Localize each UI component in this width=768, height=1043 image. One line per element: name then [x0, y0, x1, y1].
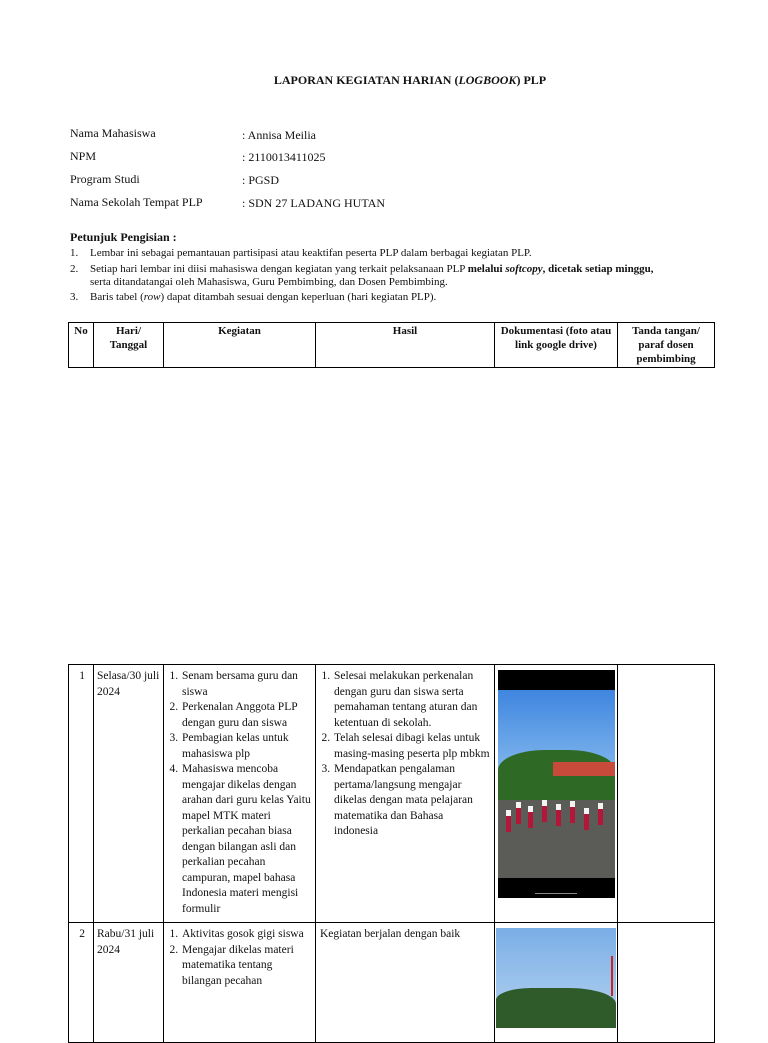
instruction-1 — [70, 247, 710, 260]
title-text-end: ) PLP — [516, 73, 547, 87]
list-item: 2. Perkenalan Anggota PLP dengan guru dan siswa — [181, 700, 311, 731]
row-hasil — [316, 665, 495, 923]
row-dokumentasi — [495, 923, 618, 1043]
list-item: 3. Pembagian kelas untuk mahasiswa plp — [181, 731, 311, 762]
row-kegiatan — [164, 665, 316, 923]
row-hasil: Kegiatan berjalan dengan baik — [316, 923, 495, 1043]
instruction-2-number: 2. — [70, 263, 79, 275]
title-text: LAPORAN KEGIATAN HARIAN ( — [273, 73, 459, 87]
instruction-2-text: Setiap hari lembar ini diisi mahasiswa dengan kegiatan yang terkait pelaksanaan PLP — [90, 263, 468, 275]
instruction-3-text-end: ) dapat ditambah sesuai dengan keperluan (hari kegiatan PLP). — [160, 291, 437, 303]
list-item: 2. Telah selesai dibagi kelas untuk masing-masing peserta plp mbkm — [333, 731, 490, 762]
instruction-1-number: 1. — [70, 247, 79, 259]
instruction-3-number: 3. — [70, 291, 79, 303]
instruction-3-text: Baris tabel ( — [90, 291, 144, 303]
row-tanda — [618, 665, 715, 923]
list-item: 1. Senam bersama guru dan siswa — [181, 669, 311, 700]
petunjuk-heading: Petunjuk Pengisian : — [70, 230, 177, 244]
prodi-value: : PGSD — [242, 173, 280, 187]
col-hasil-header: Hasil — [316, 323, 495, 368]
nama-label: Nama Mahasiswa — [70, 126, 156, 140]
documentation-photo — [496, 928, 616, 1028]
list-item: 1. Selesai melakukan perkenalan dengan guru dan siswa serta pemahaman tentang aturan dan ketentuan di sekolah. — [333, 669, 490, 731]
sekolah-value: : SDN 27 LADANG HUTAN — [242, 196, 386, 210]
list-item: 4. Mahasiswa mencoba mengajar dikelas dengan arahan dari guru kelas Yaitu mapel MTK materi perkalian pecahan biasa dengan bilangan asli dan perkalian pecahan campuran, mapel bahasa Indonesia materi mengisi formulir — [181, 762, 311, 917]
list-item: 2. Mengajar dikelas materi matematika tentang bilangan pecahan — [181, 943, 311, 990]
npm-value: : 2110013411025 — [242, 150, 326, 164]
row-date: Rabu/31 juli 2024 — [94, 923, 164, 1043]
col-tanda-header: Tanda tangan/ paraf dosen pembimbing — [618, 323, 715, 368]
nama-value: : Annisa Meilia — [242, 128, 316, 142]
instruction-2-italic: softcopy — [505, 263, 543, 275]
page-title — [0, 73, 768, 88]
instruction-2 — [70, 263, 710, 289]
list-item: 1. Aktivitas gosok gigi siswa — [181, 927, 311, 943]
instruction-2-bold-a: melalui — [467, 263, 506, 275]
col-kegiatan-header: Kegiatan — [164, 323, 316, 368]
col-dokumentasi-header: Dokumentasi (foto atau link google drive) — [495, 323, 618, 368]
hasil-list — [316, 669, 494, 840]
table-row — [69, 665, 715, 923]
list-item: 3. Mendapatkan pengalaman pertama/langsung mengajar dikelas dengan mata pelajaran matematika dan Bahasa indonesia — [333, 762, 490, 840]
kegiatan-list — [164, 669, 315, 917]
instruction-3-italic: row — [143, 291, 161, 303]
prodi-label: Program Studi — [70, 172, 140, 186]
instruction-2-bold — [468, 263, 654, 275]
instruction-3 — [70, 291, 710, 304]
instruction-2-bold-b: , dicetak setiap minggu, — [542, 263, 654, 275]
row-no: 1 — [69, 665, 94, 923]
row-date: Selasa/30 juli 2024 — [94, 665, 164, 923]
title-italic: LOGBOOK — [458, 73, 517, 87]
row-dokumentasi — [495, 665, 618, 923]
row-kegiatan — [164, 923, 316, 1043]
col-hari-header: Hari/ Tanggal — [94, 323, 164, 368]
logbook-body-table — [68, 664, 715, 1043]
sekolah-label: Nama Sekolah Tempat PLP — [70, 195, 203, 209]
row-tanda — [618, 923, 715, 1043]
row-no: 2 — [69, 923, 94, 1043]
table-row — [69, 923, 715, 1043]
logbook-header-table — [68, 322, 715, 368]
npm-label: NPM — [70, 149, 97, 163]
col-no-header: No — [69, 323, 94, 368]
documentation-photo — [498, 670, 615, 898]
instruction-2-text-end: serta ditandatangai oleh Mahasiswa, Guru Pembimbing, dan Dosen Pembimbing. — [90, 276, 448, 288]
kegiatan-list — [164, 927, 315, 989]
instruction-1-text: Lembar ini sebagai pemantauan partisipasi atau keaktifan peserta PLP dalam berbagai kegiatan PLP. — [90, 247, 532, 259]
